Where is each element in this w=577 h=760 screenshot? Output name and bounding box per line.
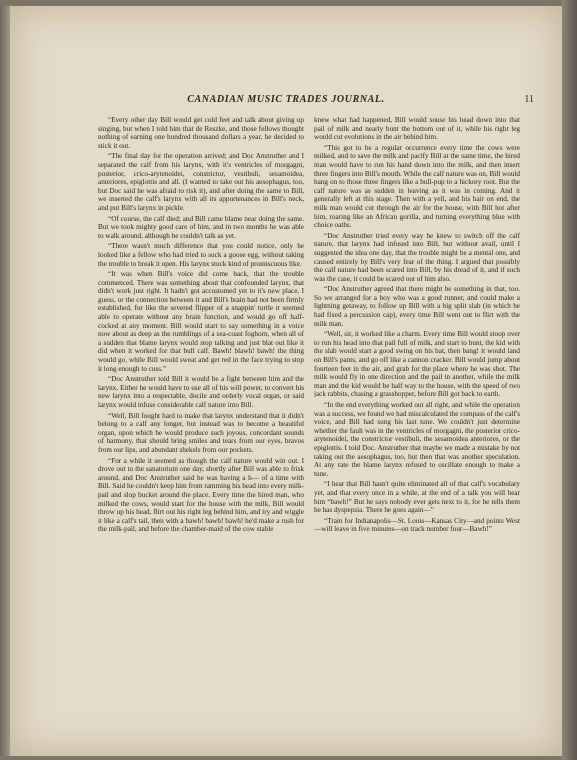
paragraph: “Doc Anstruther tried every way he knew to switch off the calf nature, that larynx had infused into Bill, but without avail, until I suggested the idea one day, that the trouble might be a mental one, and caused entirely by Bill's very fear of the thing. I argued that possibly the calf nature had been scared into Bill, by his dread of it, and if such was the case, it could be scared out of him also. — [314, 231, 520, 283]
paragraph: “Every other day Bill would get cold feet and talk about giving up singing, but when I told him that de Reszke, and those fellows thought nothing of earning one hundred thousand dollars a year, he decided to stick it out. — [98, 116, 304, 150]
paragraph: “Doc Anstruther told Bill it would be a fight between him and the larynx. Either he would have to use all of his will power, to convert his new larynx into a respectable, docile and orderly vocal organ, or said larynx would infuse considerable calf nature into Bill. — [98, 375, 304, 409]
paragraph: “Well, Bill fought hard to make that larynx understand that it didn't belong to a calf any longer, but instead was to become a beautiful organ, upon which he would produce such joyous, concordant sounds of harmony, that should bring smiles and tears from our eyes, bravos from our lips, and abundant shekels from our pockets. — [98, 411, 304, 454]
text-column-left — [98, 116, 304, 671]
paragraph: “This got to be a regular occurrence every time the cows were milked, and to save the milk and pacify Bill at the same time, the hired man would have to run his hand down into the milk, and then insert three fingers into Bill's mouth. While the calf nature was on, Bill would hang on to those three fingers like a bull-pup to a hickory root. But the calf nature was as sudden in leaving as it was in coming. And it generally left at this stage. Then with a yell, and his hair on end, the milk man would cut through the air for the house, with Bill hot after him, roaring like an African gorilla, and turning everything blue with choice oaths. — [314, 143, 520, 230]
paragraph: “Train for Indianapolis—St. Louis—Kansas City—and points West—will leave in five minutes—on track number four—Bawh!” — [314, 516, 520, 534]
paragraph: “There wasn't much difference that you could notice, only he looked like a fellow who had tried to suck a goose egg, without taking the trouble to break it open. His larynx stuck kind of promiscuous like. — [98, 242, 304, 268]
paragraph: “The final day for the operation arrived; and Doc Anstruther and I separated the calf from his larynx, with it's ventricles of morgagni, posterior, crico-arytenoidei, constrictor, vestibuli, sesamoidea, anteriores, epiglottis and all. (I wanted to take out his aesophagus, too, but Doc said he was afraid to risk it), and after doing the same to Bill, we inserted the calf's larynx with all its appurtenances in Bill's neck, and put Bill's larynx in pickle. — [98, 152, 304, 212]
journal-page — [10, 6, 562, 756]
paragraph: “For a while it seemed as though the calf nature would win out. I drove out to the sanatorium one day, shortly after Bill was able to frisk around, and Doc Anstruther said he was having a h— of a time with Bill. Said he couldn't keep him from ramming his head into every milk-pail and slop bucket around the place. Every time the hired man, who milked the cows, would start for the house with the milk, Bill would throw up his head, flirt out his right leg behind him, and try and wiggle it like a calf's tail, then with a bawh! bawh! bawh! he'd make a rush for the milk-pail, and before the chamber-maid of the cow stable — [98, 456, 304, 534]
page-edge-shadow — [562, 0, 577, 760]
paragraph: knew what had happened, Bill would souse his head down into that pail of milk and nearly bunt the bottom out of it, while his right leg would cut evolutions in the air behind him. — [314, 116, 520, 142]
paragraph: “In the end everything worked out all right, and while the operation was a success, we found we had miscalculated the compass of the calf's voice, and Bill had sung his last tune. We couldn't just determine whether the fault was in the ventricles of morgagni, the posterior crico-arytenoidei, the constrictor vestibuli, the sesamoidea anteriores, or the epiglottis. I told Doc. Anstruther that maybe we made a mistake by not taking out the aesophagus, too, but then that was another speculation. At any rate the blame larynx refused to oscillate enough to make a tune. — [314, 401, 520, 478]
paragraph: “Well, sir, it worked like a charm. Every time Bill would stoop over to run his head into that pail full of milk, and start to bunt, the kid with the slab would start a good swing on his bat, then bang! it would land on Bill's pants, and go off like a cannon cracker. Bill would jump about fourteen feet in the air, and grab for the place where he was shot. The milk would fly in one direction and the pail in another, while the milk man and the kid would be half way to the house, with the speed of two jack rabbits, chasing a grasshopper, before Bill got back to earth. — [314, 330, 520, 399]
paragraph: “I hear that Bill hasn't quite eliminated all of that calf's vocabulary yet, and that every once in a while, at the end of a talk you will hear him “bawh!” But he says nobody ever gets next to it, for he tells them he has dyspepsia. There he goes again—” — [314, 480, 520, 515]
paragraph: “Of course, the calf died; and Bill came blame near doing the same. But we took mighty good care of him, and in two months he was able to walk around, although he couldn't talk as yet. — [98, 214, 304, 240]
paragraph: “Doc Anstruther agreed that there might be something in that, too. So we arranged for a boy who was a good runner, and could make a lightning getaway, to follow up Bill with a big split slab (in which he had fixed a percussion cap), every time Bill went out to flirt with the milk man. — [314, 285, 520, 328]
journal-title: CANADIAN MUSIC TRADES JOURNAL. — [187, 94, 385, 105]
text-column-right — [314, 116, 520, 671]
paragraph: “It was when Bill's voice did come back, that the trouble commenced. There was something about that confounded larynx, that didn't work just right. It hadn't got accustomed yet to it's new place, I guess, or the connection between it and Bill's brain had not been firmly established, for like the severed flipper of a snappin' turtle it seemed able to operate without any brain function, and would go off half-cocked at any moment. Bill would start to say something in a voice now about as deep as the rumblings of a sea-coast foghorn, when all of a sudden that blame larynx would stop talking and just blat out like it did when it worked for that bull calf. Bawh! blawh! bawh! the thing would go, while Bill would sweat and get red in the face trying to stop it long enough to cuss.” — [98, 270, 304, 373]
running-header — [10, 94, 562, 108]
page-number: 11 — [524, 94, 534, 105]
